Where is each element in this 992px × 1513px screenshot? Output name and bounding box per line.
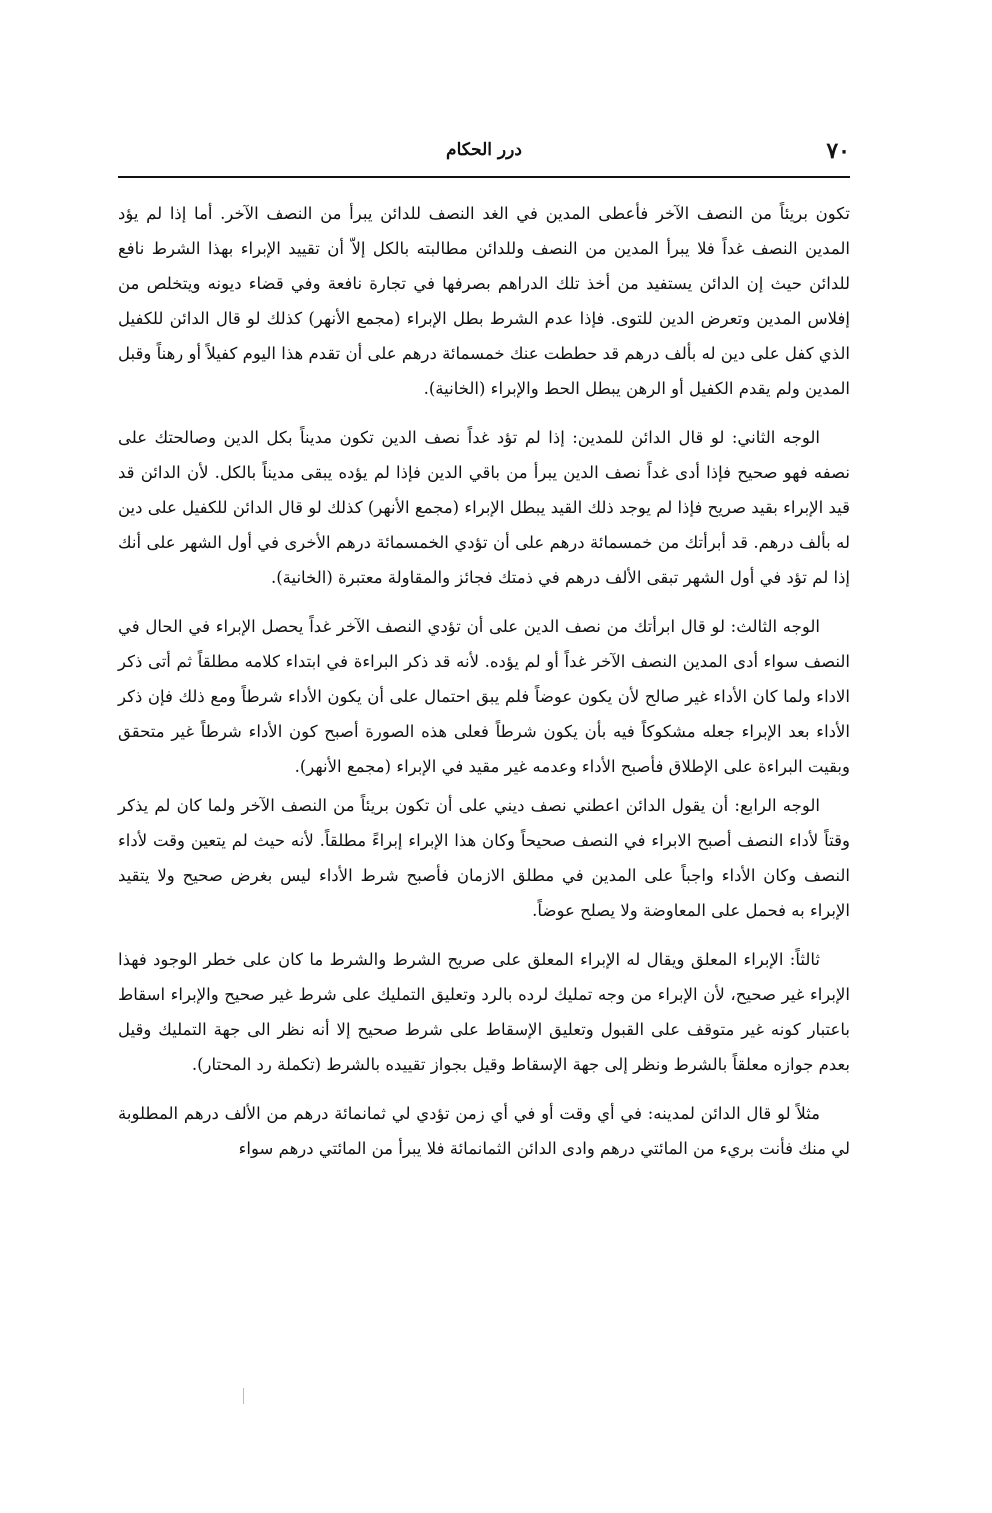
header-rule <box>118 176 850 178</box>
paragraph-conditional-release: ثالثاً: الإبراء المعلق ويقال له الإبراء المعلق على صريح الشرط والشرط ما كان على خطر الوجود فهذا الإبراء غير صحيح، لأن الإبراء من وجه تمليك لرده بالرد وتعليق التمليك على شرط غير صحيح والإبراء اسقاط باعتبار كونه غير متوقف على القبول وتعليق الإسقاط على شرط صحيح إلا أنه نظر الى جهة التمليك وقيل بعدم جوازه معلقاً بالشرط ونظر إلى جهة الإسقاط وقيل بجواز تقييده بالشرط (تكملة رد المحتار). <box>118 950 850 1074</box>
scan-mark <box>243 1388 244 1404</box>
running-title: درر الحكام <box>446 140 522 160</box>
paragraph-continuation: تكون بريئاً من النصف الآخر فأعطى المدين في الغد النصف للدائن يبرأ من النصف الآخر. أما إذا لم يؤد المدين النصف غداً فلا يبرأ المدين من النصف وللدائن مطالبته بالكل إلاّ أن تقييد الإبراء بهذا الشرط نافع للدائن حيث إن الدائن يستفيد من أخذ تلك الدراهم بصرفها في تجارة نافعة وفي قضاء ديونه ويتخلص من إفلاس المدين وتعرض الدين للتوى. فإذا عدم الشرط بطل الإبراء (مجمع الأنهر) كذلك لو قال الدائن للكفيل الذي كفل على دين له بألف درهم قد حططت عنك خمسمائة درهم على أن تقدم هذا اليوم كفيلاً أو رهناً وقبل المدين ولم يقدم الكفيل أو الرهن يبطل الحط والإبراء (الخانية). <box>118 204 850 398</box>
page-number: ٧٠ <box>826 138 850 164</box>
paragraph-second-case: الوجه الثاني: لو قال الدائن للمدين: إذا لم تؤد غداً نصف الدين تكون مديناً بكل الدين وصالحتك على نصفه فهو صحيح فإذا أدى غداً نصف الدين يبرأ من باقي الدين فإذا لم يؤده يبقى مديناً بالكل. لأن الدائن قد قيد الإبراء بقيد صريح فإذا لم يوجد ذلك القيد يبطل الإبراء (مجمع الأنهر) كذلك لو قال الدائن للكفيل على دين له بألف درهم. قد أبرأتك من خمسمائة درهم على أن تؤدي الخمسمائة درهم الأخرى في أول الشهر على أنك إذا لم تؤد في أول الشهر تبقى الألف درهم في ذمتك فجائز والمقاولة معتبرة (الخانية). <box>118 428 850 587</box>
page-header <box>118 136 850 176</box>
paragraph-fourth-case: الوجه الرابع: أن يقول الدائن اعطني نصف ديني على أن تكون بريئاً من النصف الآخر ولما كان لم يذكر وقتاً لأداء النصف أصبح الابراء في النصف صحيحاً وكان هذا الإبراء إبراءً مطلقاً. لأنه حيث لم يتعين وقت لأداء النصف وكان الأداء واجباً على المدين في مطلق الازمان فأصبح شرط الأداء ليس بغرض صحيح ولا يتقيد الإبراء به فحمل على المعاوضة ولا يصلح عوضاً. <box>118 796 850 920</box>
page-body <box>118 196 850 1180</box>
paragraph-third-case: الوجه الثالث: لو قال ابرأتك من نصف الدين على أن تؤدي النصف الآخر غداً يحصل الإبراء في الحال في النصف سواء أدى المدين النصف الآخر غداً أو لم يؤده. لأنه قد ذكر البراءة في ابتداء كلامه مطلقاً ثم أتى ذكر الاداء ولما كان الأداء غير صالح لأن يكون عوضاً فلم يبق احتمال على أن يكون الأداء شرطاً ومع ذلك فإن ذكر الأداء بعد الإبراء جعله مشكوكاً فيه بأن يكون شرطاً فعلى هذه الصورة أصبح كون الأداء شرطاً غير متحقق وبقيت البراءة على الإطلاق فأصبح الأداء وعدمه غير مقيد في الإبراء (مجمع الأنهر). <box>118 617 850 776</box>
paragraph-example: مثلاً لو قال الدائن لمدينه: في أي وقت أو في أي زمن تؤدي لي ثمانمائة درهم من الألف درهم المطلوبة لي منك فأنت بريء من المائتي درهم وادى الدائن الثمانمائة فلا يبرأ من المائتي درهم سواء <box>118 1104 850 1158</box>
